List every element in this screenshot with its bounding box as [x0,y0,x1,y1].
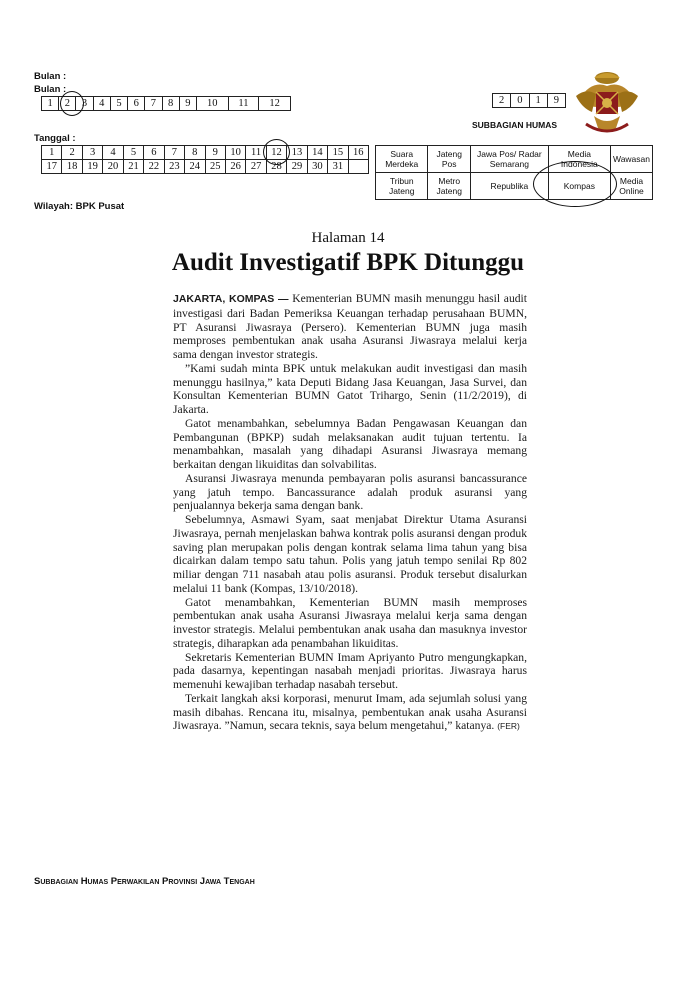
date-cell: 24 [185,160,205,174]
article-dateline: JAKARTA, KOMPAS — [173,293,289,305]
bulan-label: Bulan : [34,71,67,82]
date-cell: 31 [328,160,348,174]
month-cell: 11 [228,97,259,111]
media-metro-jateng: Metro Jateng [428,173,471,200]
media-jateng-pos: Jateng Pos [428,146,471,173]
tanggal-label: Tanggal : [34,133,76,144]
date-cell: 26 [225,160,245,174]
date-cell: 8 [185,146,205,160]
date-cell: 28 [266,160,286,174]
date-cell: 7 [164,146,184,160]
year-digit-cell: 2 [493,94,511,108]
page-number-label: Halaman 14 [311,230,385,246]
media-jawa-pos: Jawa Pos/ Radar Semarang [471,146,549,173]
year-digit-cell: 9 [547,94,565,108]
media-republika: Republika [471,173,549,200]
date-cell: 5 [123,146,143,160]
month-cell: 3 [76,97,93,111]
article-paragraph-7: Sekretaris Kementerian BUMN Imam Apriyanto Putro mengungkapkan, pada dasarnya, kepentingan nasabah menjadi prioritas. Jiwasraya harus memenuhi kewajiban terhadap nasabah tersebut. [173,650,527,691]
date-cell: 13 [287,146,307,160]
selected-date-circle [263,139,290,165]
month-cell: 12 [259,97,291,111]
article-paragraph-8: Terkait langkah aksi korporasi, menurut Imam, ada sejumlah solusi yang masih dibahas. Rencana itu, misalnya, pembentukan anak usaha Asuransi Jiwasraya. ”Namun, secara teknis, saya belum mengetahui,” katanya. (FER) [173,691,527,733]
selected-month-circle [60,91,84,116]
year-digit-cell: 1 [529,94,547,108]
date-cell: 3 [82,146,102,160]
date-cell: 19 [82,160,102,174]
month-cell: 4 [93,97,110,111]
date-cell: 10 [225,146,245,160]
date-cell: 30 [307,160,327,174]
media-media-indonesia: Media Indonesia [548,146,610,173]
year-digit-cell: 0 [511,94,529,108]
media-online: Media Online [610,173,652,200]
date-cell: 25 [205,160,225,174]
date-cell: 6 [144,146,164,160]
article-paragraph-5: Sebelumnya, Asmawi Syam, saat menjabat Direktur Utama Asuransi Jiwasraya, pernah menjelaskan bahwa kontrak polis asuransi dengan produk saving plan merupakan polis dengan kontrak selama lima tahun yang bisa dicairkan dalam tempo satu tahun. Polis yang jatuh tempo senilai Rp 802 miliar dengan 711 nasabah atau polis asuransi. Produk tersebut disalurkan melalui 11 bank (Kompas, 13/10/2018). [173,513,527,595]
article-paragraph-4: Asuransi Jiwasraya menunda pembayaran polis asuransi bancassurance yang jatuh tempo. Bancassurance adalah produk asuransi yang penjualannya bekerja sama dengan bank. [173,471,527,513]
selected-media-circle [533,161,617,207]
date-cell: 2 [62,146,82,160]
wilayah-label: Wilayah: BPK Pusat [34,201,125,212]
article-paragraph-6: Gatot menambahkan, Kementerian BUMN masih memproses pembentukan anak usaha Asuransi Jiwasraya melalui kerja sama dengan investor strategis. Melalui pembentukan anak usaha dan masuknya investor strategis, diharapkan ada penambahan likuiditas. [173,595,527,650]
date-cell: 21 [123,160,143,174]
media-kompas: Kompas [548,173,610,200]
bpk-emblem-icon [572,68,642,140]
date-cell: 16 [348,146,368,160]
date-cell: 27 [246,160,266,174]
media-tribun-jateng: Tribun Jateng [376,173,428,200]
article-headline: Audit Investigatif BPK Ditunggu [171,249,525,276]
date-cell: 11 [246,146,266,160]
date-cell: 1 [42,146,62,160]
date-cell: 12 [266,146,286,160]
media-wawasan: Wawasan [610,146,652,173]
date-cell: 29 [287,160,307,174]
date-cell: 15 [328,146,348,160]
bulan-label-secondary: Bulan : [34,84,67,95]
article-paragraph-3: Gatot menambahkan, sebelumnya Badan Pengawasan Keuangan dan Pembangunan (BPKP) sudah melaksanakan audit tujuan tertentu. Ia menambahkan, masalah yang dihadapi Asuransi Jiwasraya memang berkaitan dengan likuiditas dan solvabilitas. [173,416,527,471]
month-cell: 8 [162,97,179,111]
month-cell: 6 [128,97,145,111]
footer-label: Subbagian Humas Perwakilan Provinsi Jawa Tengah [34,876,255,887]
month-cell: 1 [42,97,59,111]
date-cell [348,160,368,174]
article-paragraph-1: JAKARTA, KOMPAS — Kementerian BUMN masih menunggu hasil audit investigasi dari Badan Pemeriksa Keuangan terhadap perusahaan BUMN, PT Asuransi Jiwasraya (Persero). Kementerian BUMN juga masih memproses pembentukan anak usaha Asuransi Jiwasraya melalui kerja sama dengan investor strategis. [173,292,527,361]
month-cell: 7 [145,97,162,111]
month-cell: 2 [59,97,76,111]
date-cell: 23 [164,160,184,174]
date-cell: 14 [307,146,327,160]
date-grid [41,145,369,174]
article-body [173,292,527,734]
year-grid [492,93,566,108]
date-cell: 22 [144,160,164,174]
month-cell: 10 [196,97,228,111]
month-cell: 5 [110,97,127,111]
date-cell: 18 [62,160,82,174]
media-suara-merdeka: Suara Merdeka [376,146,428,173]
subbagian-label: SUBBAGIAN HUMAS [472,120,557,130]
date-cell: 17 [42,160,62,174]
article-byline: (FER) [497,721,520,732]
date-cell: 20 [103,160,123,174]
date-cell: 9 [205,146,225,160]
article-paragraph-2: ”Kami sudah minta BPK untuk melakukan audit investigasi dan masih menunggu hasilnya,” kata Deputi Bidang Jasa Keuangan, Jasa Survei, dan Konsultan Kementerian BUMN Gatot Trihargo, Senin (11/2/2019), di Jakarta. [173,361,527,416]
month-cell: 9 [179,97,196,111]
date-cell: 4 [103,146,123,160]
